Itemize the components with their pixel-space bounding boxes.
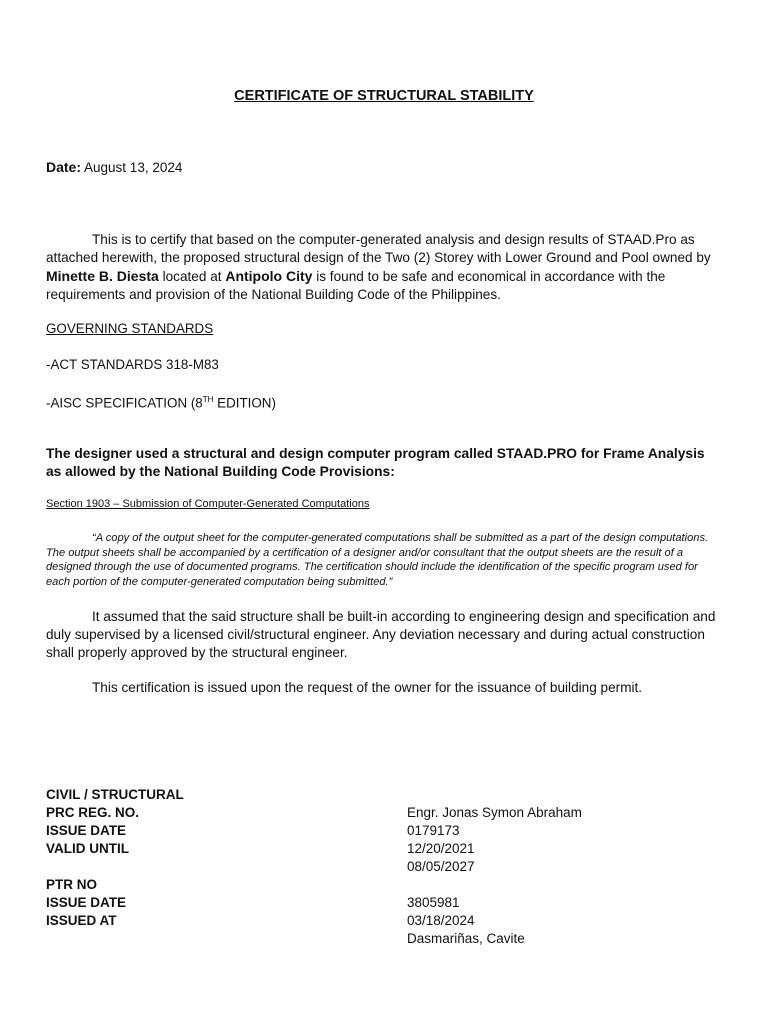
section-title: Section 1903 – Submission of Computer-Generated Computations: [46, 498, 370, 510]
owner-name: Minette B. Diesta: [46, 268, 159, 284]
document-title: CERTIFICATE OF STRUCTURAL STABILITY: [234, 88, 534, 104]
label-valid-until: VALID UNTIL: [46, 841, 129, 856]
date-label: Date:: [46, 159, 82, 175]
label-ptr-no: PTR NO: [46, 877, 98, 892]
project-location: Antipolo City: [225, 268, 313, 284]
certify-paragraph: [46, 231, 722, 304]
label-ptr-issue-date: ISSUE DATE: [46, 895, 127, 910]
label-issue-date: ISSUE DATE: [46, 823, 127, 838]
governing-standards-heading: GOVERNING STANDARDS: [46, 321, 214, 336]
standard-item-aisc: [46, 391, 722, 412]
assumption-text: It assumed that the said structure shall be built-in according to engineering design and specification and duly supervised by a licensed civil/structural engineer. Any deviation necessary and during actual construction shall properly approved by the structural engineer.: [46, 609, 716, 660]
signature-labels: [46, 786, 184, 930]
label-civil-structural: CIVIL / STRUCTURAL: [46, 787, 184, 802]
valid-until-value: 08/05/2027: [407, 859, 475, 874]
prc-reg-no-value: 0179173: [407, 823, 460, 838]
issued-at-value: Dasmariñas, Cavite: [407, 931, 525, 946]
label-issued-at: ISSUED AT: [46, 913, 117, 928]
signature-values: [407, 804, 582, 948]
certify-text-1: This is to certify that based on the computer-generated analysis and design results of STAAD.Pro as attached herewith, the proposed structural design of the Two (2) Storey with Lower Ground and Pool owned by: [46, 232, 711, 265]
aisc-superscript: TH: [202, 395, 214, 404]
standard-item-aci: -ACT STANDARDS 318-M83: [46, 357, 219, 372]
label-spacer: [46, 858, 184, 876]
ptr-issue-date-value: 03/18/2024: [407, 913, 475, 928]
date-value: August 13, 2024: [84, 160, 183, 175]
designer-statement: The designer used a structural and design computer program called STAAD.PRO for Frame Analysis as allowed by the National Building Code Provisions:: [46, 446, 705, 479]
code-quote: [46, 531, 716, 590]
issue-date-value: 12/20/2021: [407, 841, 475, 856]
assumption-paragraph: [46, 608, 722, 662]
issuance-text: This certification is issued upon the request of the owner for the issuance of building permit.: [92, 680, 643, 695]
aisc-text-pre: -AISC SPECIFICATION (8: [46, 395, 203, 411]
aisc-text-post: EDITION): [213, 395, 276, 411]
engineer-name: Engr. Jonas Symon Abraham: [407, 805, 582, 820]
ptr-no-value: 3805981: [407, 895, 460, 910]
certify-text-3: is found to be safe and economical in accordance with the requirements and provision of the National Building Code of the Philippines.: [46, 269, 666, 302]
value-spacer: [407, 876, 582, 894]
date-line: [46, 159, 182, 175]
label-prc-reg-no: PRC REG. NO.: [46, 805, 140, 820]
code-quote-text: “A copy of the output sheet for the computer-generated computations shall be submitted as a part of the design computations. The output sheets shall be accompanied by a certification of a designer and/or consultant that the output sheets are the result of a designed through the use of documented programs. The certification should include the identification of the specific program used for each portion of the computer-generated computation being submitted.”: [46, 532, 709, 589]
certify-text-2: located at: [158, 269, 226, 284]
issuance-paragraph: [46, 679, 722, 697]
